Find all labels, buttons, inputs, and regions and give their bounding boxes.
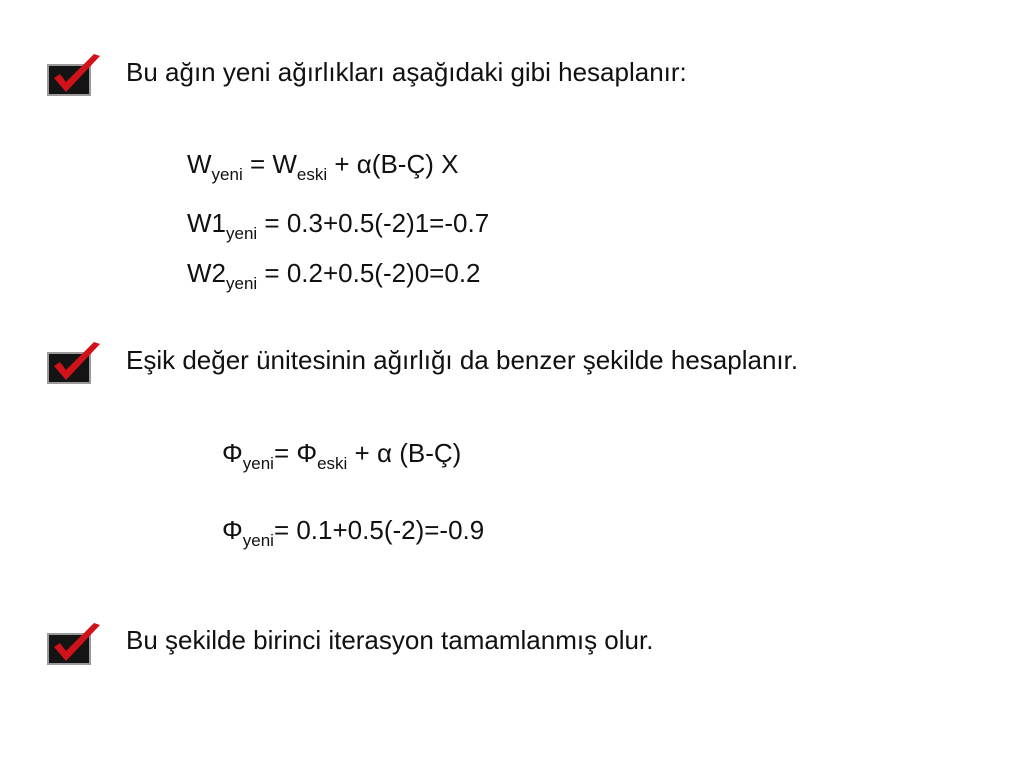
w2-calculation [187, 257, 481, 293]
formula-rest: = 0.2+0.5(-2)0=0.2 [257, 258, 481, 288]
checkmark-box-icon [44, 338, 104, 388]
formula-rest: = 0.1+0.5(-2)=-0.9 [273, 515, 485, 545]
formula-operator: = Φ [273, 438, 318, 468]
formula-rest: = 0.3+0.5(-2)1=-0.7 [257, 208, 490, 238]
formula-operator: = W [242, 149, 297, 179]
w1-calculation [187, 207, 490, 243]
formula-subscript: eski [317, 454, 348, 473]
bullet-text-3: Bu şekilde birinci iterasyon tamamlanmış olur. [126, 625, 654, 655]
formula-symbol: W [187, 149, 212, 179]
bullet-text-1: Bu ağın yeni ağırlıkları aşağıdaki gibi hesaplanır: [126, 57, 687, 87]
checkmark-box-icon [44, 50, 104, 100]
weight-update-rule [187, 148, 459, 184]
formula-subscript: yeni [226, 224, 258, 243]
formula-symbol: Φ [222, 515, 243, 545]
formula-subscript: yeni [226, 274, 258, 293]
formula-subscript: yeni [242, 531, 274, 550]
formula-subscript: yeni [242, 454, 274, 473]
formula-symbol: W1 [187, 208, 226, 238]
formula-subscript: eski [296, 165, 328, 184]
threshold-update-rule [222, 437, 462, 473]
formula-subscript: yeni [211, 165, 243, 184]
checkmark-box-icon [44, 619, 104, 669]
formula-symbol: Φ [222, 438, 243, 468]
formula-rest: + α (B-Ç) [347, 438, 462, 468]
formula-symbol: W2 [187, 258, 226, 288]
bullet-text-2: Eşik değer ünitesinin ağırlığı da benzer şekilde hesaplanır. [126, 345, 799, 375]
formula-rest: + α(B-Ç) X [327, 149, 459, 179]
threshold-calculation [222, 514, 485, 550]
